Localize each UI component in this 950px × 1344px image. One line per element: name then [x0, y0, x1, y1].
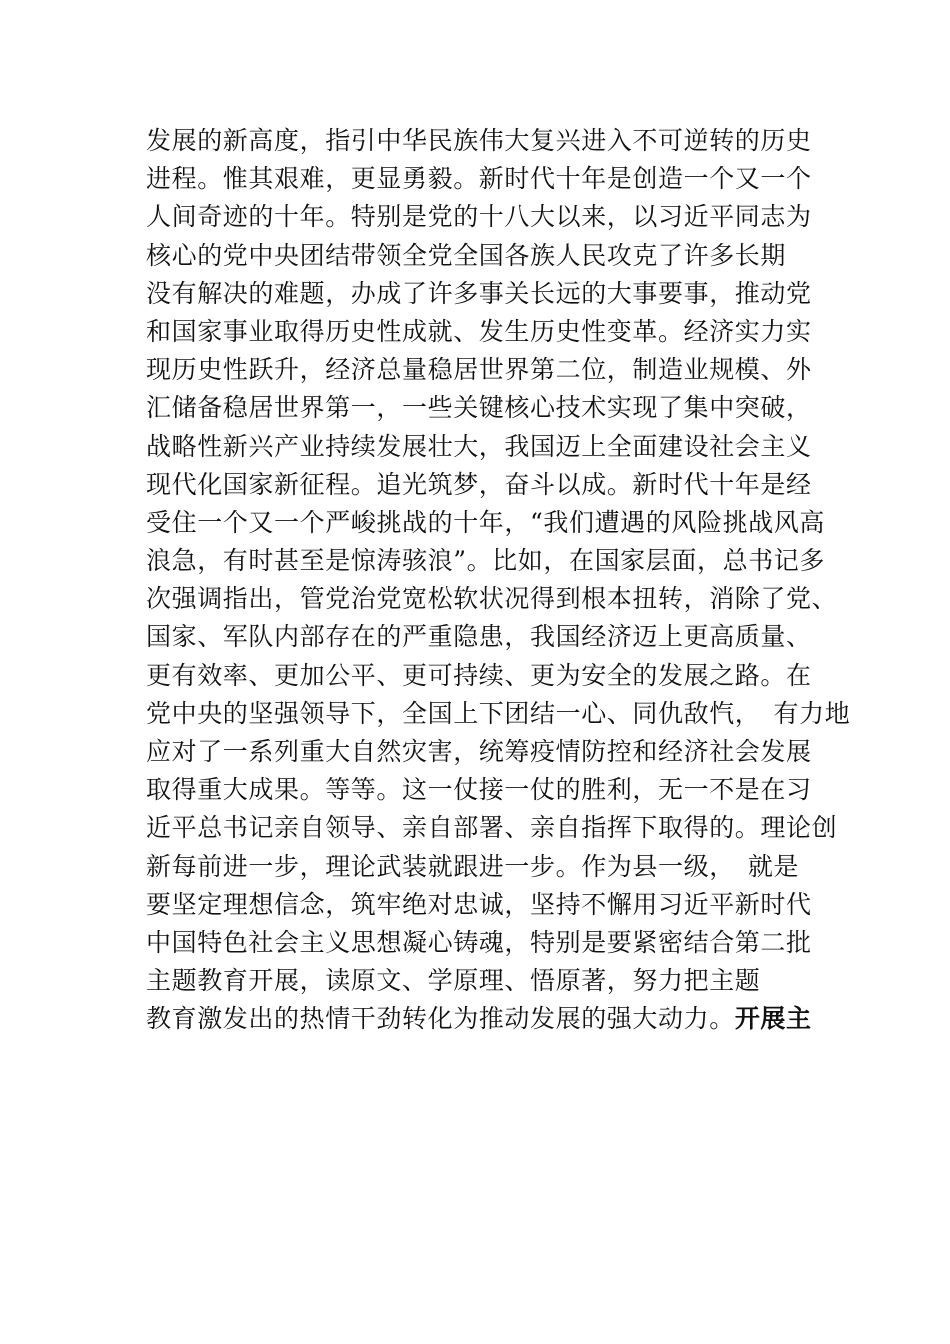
text-line: 核心的党中央团结带领全党全国各族人民攻克了许多长期: [146, 240, 787, 270]
last-line-text: 教育激发出的热情干劲转化为推动发展的强大动力。: [146, 1004, 735, 1034]
text-line: 浪急，有时甚至是惊涛骇浪”。比如，在国家层面，总书记多: [146, 546, 825, 576]
text-line: 应对了一系列重大自然灾害，统筹疫情防控和经济社会发展: [146, 737, 812, 766]
text-line: 战略性新兴产业持续发展壮大，我国迈上全面建设社会主义: [146, 431, 812, 461]
text-line: 受住一个又一个严峻挑战的十年，“我们遭遇的风险挑战风高: [146, 507, 825, 537]
text-line: 和国家事业取得历史性成就、发生历史性变革。经济实力实: [146, 316, 812, 346]
text-line: 更有效率、更加公平、更可持续、更为安全的发展之路。在: [146, 660, 812, 690]
text-line: 现历史性跃升，经济总量稳居世界第二位，制造业规模、外: [146, 355, 812, 385]
text-line: 党中央的坚强领导下，全国上下团结一心、同仇敌忾， 有力地: [146, 698, 851, 728]
text-line: 汇储备稳居世界第一，一些关键核心技术实现了集中突破，: [146, 393, 812, 423]
text-line: 要坚定理想信念，筑牢绝对忠诚，坚持不懈用习近平新时代: [146, 889, 812, 919]
text-line: 中国特色社会主义思想凝心铸魂，特别是要紧密结合第二批: [146, 927, 812, 957]
text-line: 没有解决的难题，办成了许多事关长远的大事要事，推动党: [146, 278, 812, 308]
text-line: 主题教育开展，读原文、学原理、悟原著，努力把主题: [146, 966, 761, 996]
text-line: 国家、军队内部存在的严重隐患，我国经济迈上更高质量、: [146, 622, 812, 652]
text-line-last: [146, 1000, 836, 1038]
text-line: 发展的新高度，指引中华民族伟大复兴进入不可逆转的历史: [146, 126, 812, 155]
bold-heading-start: 开展主: [734, 1004, 812, 1034]
text-line: 次强调指出，管党治党宽松软状况得到根本扭转，消除了党、: [146, 584, 838, 614]
text-line: 人间奇迹的十年。特别是党的十八大以来，以习近平同志为: [146, 202, 812, 232]
text-line: 进程。惟其艰难，更显勇毅。新时代十年是创造一个又一个: [146, 164, 812, 194]
text-line: 取得重大成果。等等。这一仗接一仗的胜利，无一不是在习: [146, 775, 812, 805]
text-line: 近平总书记亲自领导、亲自部署、亲自指挥下取得的。理论创: [146, 813, 838, 843]
text-line: 新每前进一步，理论武装就跟进一步。作为县一级， 就是: [146, 851, 800, 881]
text-line: 现代化国家新征程。追光筑梦，奋斗以成。新时代十年是经: [146, 469, 812, 499]
body-text: [146, 122, 851, 1039]
